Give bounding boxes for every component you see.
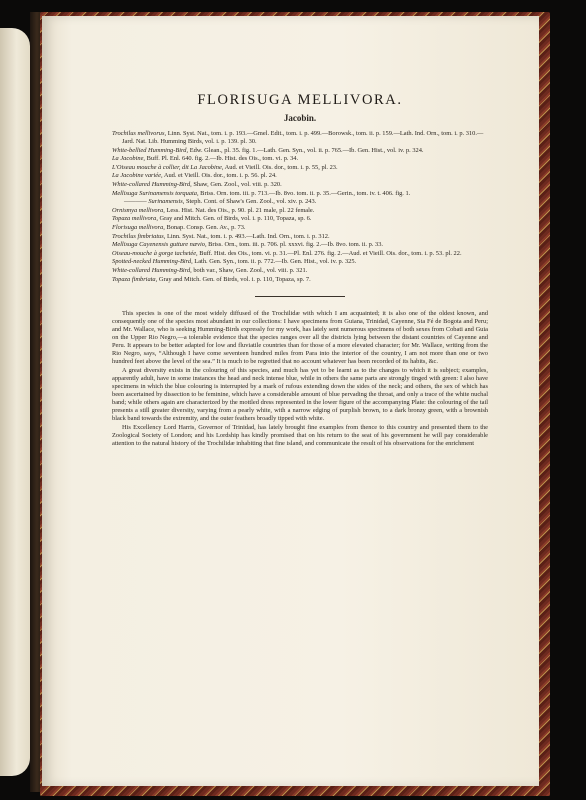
synonym-reference: Steph. Cont. of Shaw's Gen. Zool., vol. xiv. p. 243. (184, 198, 317, 206)
synonym-reference: both var., Shaw, Gen. Zool., vol. viii. p. 321. (191, 267, 308, 274)
synonym-entry (112, 233, 488, 241)
synonym-entry (112, 215, 488, 223)
synonym-entry (112, 258, 488, 266)
synonym-name: Spotted-necked Humming-Bird, (112, 258, 193, 266)
body-paragraph: His Excellency Lord Harris, Governor of Trinidad, has lately brought fine examples from thence to this country and presented them to the Zoological Society of London; and his Lordship has kindly promised that on his return to the seat of his government he will pay considerable attention to the natural history of the Trochilidæ inhabiting that fine island, and communicate the result of his observations for the enrichment (112, 423, 488, 447)
synonym-name: Ornismya mellivora, (112, 206, 165, 214)
synonymy-list (112, 130, 488, 284)
body-paragraph: A great diversity exists in the colouring of this species, and much has yet to be learnt as to the changes to which it is subject; examples, apparently adult, have in some instances the head and neck intense blue, while in others the same parts are strongly tinged with green: I also have specimens in which the blue colouring is interrupted by a mark of rufous extending down the sides of the neck; and others, the sex of which has been ascertained by dissection to be feminine, which have a considerable amount of blue pervading the throat, and only a trace of the white nuchal band; while others again are characterized by the mottled dress represented in the lower figure of the accompanying Plate: the colouring of the tail presents a still greater diversity, varying from a pearly white, with a narrow edging of purplish brown, to a dark bronzy green, with a brownish black band towards the extremity, and the outer feathers broadly tipped with white. (112, 366, 488, 422)
synonym-reference: Briss. Orn. tom. iii. p. 713.—Ib. 8vo. tom. ii. p. 35.—Gerin., tom. iv. t. 406. fig. 1. (198, 189, 411, 197)
synonym-entry (112, 276, 488, 284)
synonym-reference: Buff. Pl. Enl. 640. fig. 2.—Ib. Hist. des Ois., tom. vi. p. 34. (145, 155, 299, 163)
synonym-name: White-collared Humming-Bird, (112, 181, 192, 189)
species-author: Jacobin. (283, 113, 317, 123)
section-divider (255, 296, 345, 297)
synonym-reference: Bonap. Consp. Gen. Av., p. 73. (164, 224, 246, 232)
synonym-entry (112, 224, 488, 232)
synonym-reference: Less. Hist. Nat. des Ois., p. 90. pl. 21 male, pl. 22 female. (164, 206, 315, 214)
synonym-name: Oiseau-mouche à gorge tachetée, (112, 249, 198, 257)
synonym-entry (112, 155, 488, 163)
previous-page-edge (0, 28, 30, 776)
synonym-entry (112, 190, 488, 198)
synonym-entry (112, 198, 488, 206)
synonym-reference: Linn. Syst. Nat., tom. i. p. 193.—Gmel. Edit., tom. i. p. 499.—Borowsk., tom. ii. p. 159.—Lath. Ind. Orn., tom. i. p. 310.—Jard. Nat. Lib. Humming Birds, vol. i. p. 139. pl. 30. (122, 130, 484, 146)
synonym-entry (112, 250, 488, 258)
page-content (112, 92, 488, 449)
body-text (112, 310, 488, 448)
synonym-entry (112, 207, 488, 215)
synonym-reference: Lath. Gen. Syn., tom. ii. p. 772.—Ib. Gen. Hist., vol. iv. p. 325. (192, 258, 357, 266)
body-paragraph: This species is one of the most widely diffused of the Trochilidæ with which I am acquainted; it is also one of the oldest known, and consequently one of the species most abundant in our collections: I have specimens from Guiana, Trinidad, Cayenne, Sta Fé de Bogota and Peru; and Mr. Wallace, who is seeking Humming-Birds expressly for my work, has lately sent numerous specimens of both sexes from Cobati and Guia on the Upper Rio Negro,—a tolerable evidence that the species ranges over all the districts lying between the distant countries of Cayenne and Peru. It appears to be better adapted for low and fluviatile countries than for those of a more elevated character; for Mr. Wallace, writing from the Rio Negro, says, “Although I have come seventeen hundred miles from Para into the interior of the country, I am not more than one or two hundred feet above the level of the sea.” It is much to be regretted that no account whatever has been recorded of its habits, &c. (112, 309, 488, 365)
synonym-name: White-collared Humming-Bird, (112, 267, 192, 274)
synonym-reference: Briss. Orn., tom. iii. p. 706. pl. xxxvi. fig. 2.—Ib. 8vo. tom. ii. p. 33. (206, 241, 384, 249)
synonym-name: Florisuga mellivora, (112, 224, 165, 232)
synonym-name: Topaza fimbriata, (112, 275, 158, 283)
synonym-reference: Buff. Hist. des Ois., tom. vi. p. 31.—Pl. Enl. 276. fig. 2.—Aud. et Vieill. Ois. dor., tom. i. p. 53. pl. 22. (197, 249, 462, 257)
synonym-reference: Aud. et Vieill. Ois. dor., tom. i. p. 56. pl. 24. (162, 172, 277, 180)
synonym-reference: Linn. Syst. Nat., tom. i. p. 493.—Lath. Ind. Orn., tom. i. p. 312. (165, 232, 330, 240)
synonym-name: ———— Surinamensis, (124, 198, 185, 206)
synonym-reference: Gray and Mitch. Gen. of Birds, vol. i. p. 110, Topaza, sp. 6. (157, 215, 312, 223)
synonym-name: Mellisuga Cayenensis gutture nævio, (112, 241, 207, 249)
synonym-name: L'Oiseau mouche à collier, dit La Jacobine, (112, 163, 224, 171)
synonym-name: Trochilus mellivorus, (112, 130, 167, 137)
synonym-entry (112, 147, 488, 155)
synonym-reference: Aud. et Vieill. Ois. dor., tom. i. p. 55, pl. 23. (223, 163, 338, 171)
species-title: FLORISUGA MELLIVORA. (197, 92, 403, 108)
synonym-entry (112, 164, 488, 172)
synonym-entry (112, 130, 488, 146)
synonym-name: La Jacobine, (112, 155, 146, 163)
synonym-name: White-bellied Humming-Bird, (112, 146, 189, 154)
synonym-entry (112, 181, 488, 189)
synonym-entry (112, 241, 488, 249)
synonym-name: Topaza mellivora, (112, 215, 158, 223)
synonym-name: La Jacobine variée, (112, 172, 163, 180)
synonym-entry (112, 172, 488, 180)
synonym-reference: Gray and Mitch. Gen. of Birds, vol. i. p. 110, Topaza, sp. 7. (157, 275, 311, 283)
synonym-entry (112, 267, 488, 275)
synonym-name: Trochilus fimbriatus, (112, 232, 166, 240)
book-page (42, 16, 539, 786)
synonym-reference: Shaw, Gen. Zool., vol. viii. p. 320. (191, 181, 282, 189)
synonym-reference: Edw. Glean., pl. 35. fig. 1.—Lath. Gen. Syn., vol. ii. p. 765.—Ib. Gen. Hist., vol. iv. p. 324. (188, 146, 424, 154)
synonym-name: Mellisuga Surinamensis torquata, (112, 189, 199, 197)
